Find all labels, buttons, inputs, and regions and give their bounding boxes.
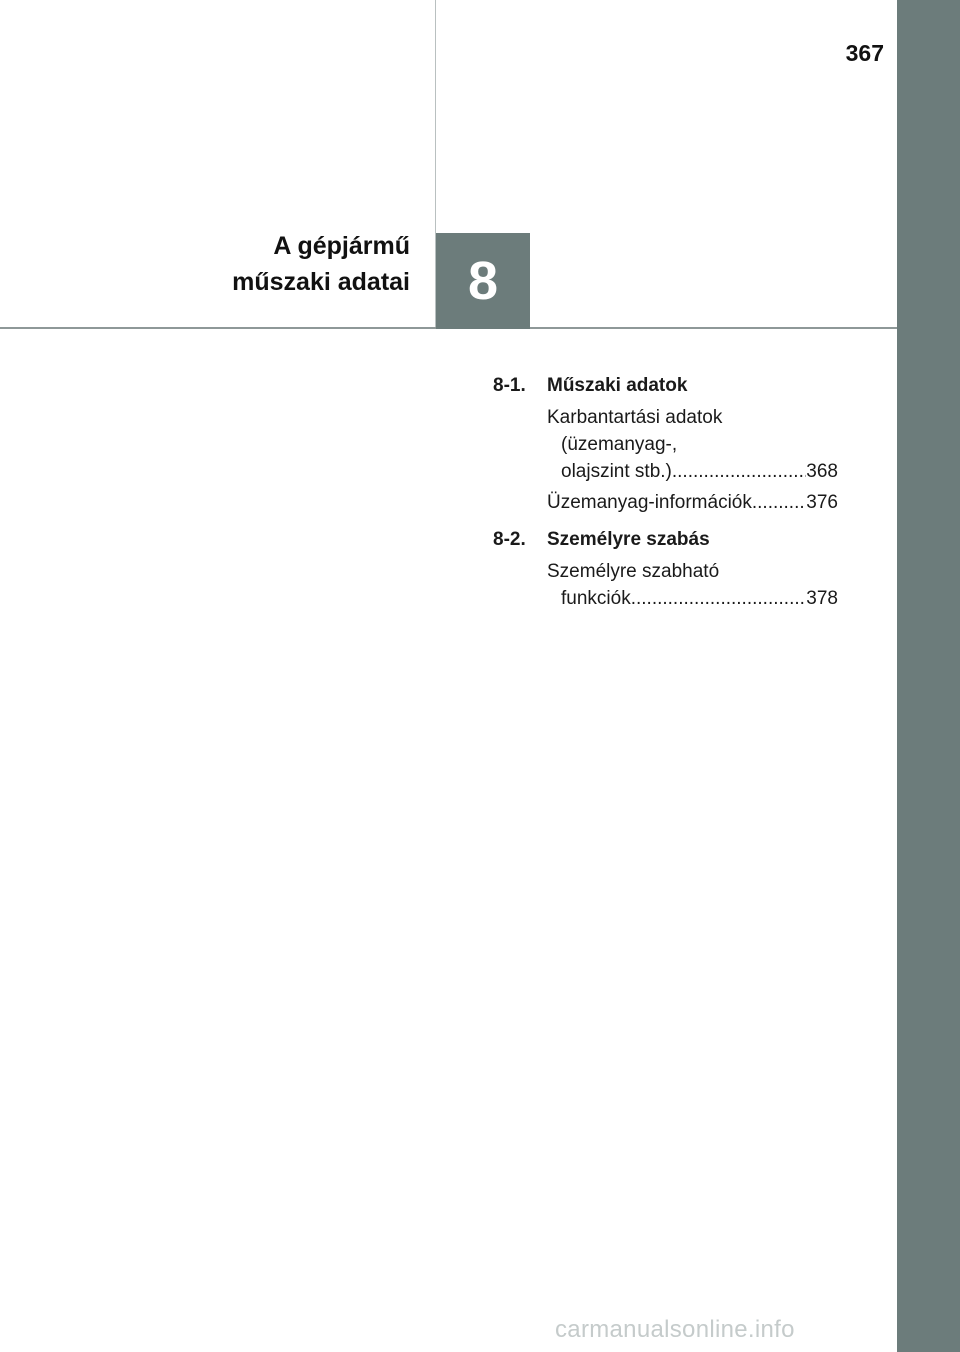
toc-entry-text: (üzemanyag-, bbox=[561, 434, 678, 455]
toc-page-ref[interactable]: 376 bbox=[806, 492, 838, 513]
toc-entry-text: Üzemanyag-információk bbox=[547, 492, 752, 513]
toc-section-number: 8-1. bbox=[493, 375, 526, 396]
table-of-contents bbox=[493, 372, 838, 616]
toc-leader-dots bbox=[672, 458, 806, 485]
chapter-title bbox=[232, 228, 410, 300]
chapter-title-line-1: A gépjármű bbox=[273, 232, 410, 260]
toc-section-number: 8-2. bbox=[493, 529, 526, 550]
page-number: 367 bbox=[845, 40, 884, 66]
toc-entry-text: funkciók bbox=[561, 588, 631, 609]
toc-leader-dots bbox=[752, 489, 806, 516]
toc-entry-text: Karbantartási adatok bbox=[547, 407, 723, 428]
toc-section-heading bbox=[493, 372, 838, 399]
toc-section-title: Műszaki adatok bbox=[547, 375, 688, 396]
toc-entry-text: olajszint stb.) bbox=[561, 461, 672, 482]
toc-page-ref[interactable]: 378 bbox=[806, 588, 838, 609]
toc-section-heading bbox=[493, 526, 838, 553]
chapter-side-tab bbox=[897, 0, 960, 1352]
toc-entry[interactable] bbox=[547, 404, 838, 485]
toc-section-title: Személyre szabás bbox=[547, 529, 710, 550]
toc-entry-text: Személyre szabható bbox=[547, 561, 720, 582]
toc-entry[interactable] bbox=[547, 558, 838, 612]
chapter-title-line-2: műszaki adatai bbox=[232, 268, 410, 296]
chapter-number-box bbox=[436, 233, 530, 329]
toc-page-ref[interactable]: 368 bbox=[806, 461, 838, 482]
toc-entry[interactable] bbox=[547, 489, 838, 516]
chapter-number: 8 bbox=[467, 251, 499, 311]
watermark: carmanualsonline.info bbox=[555, 1316, 795, 1343]
toc-leader-dots bbox=[631, 585, 807, 612]
